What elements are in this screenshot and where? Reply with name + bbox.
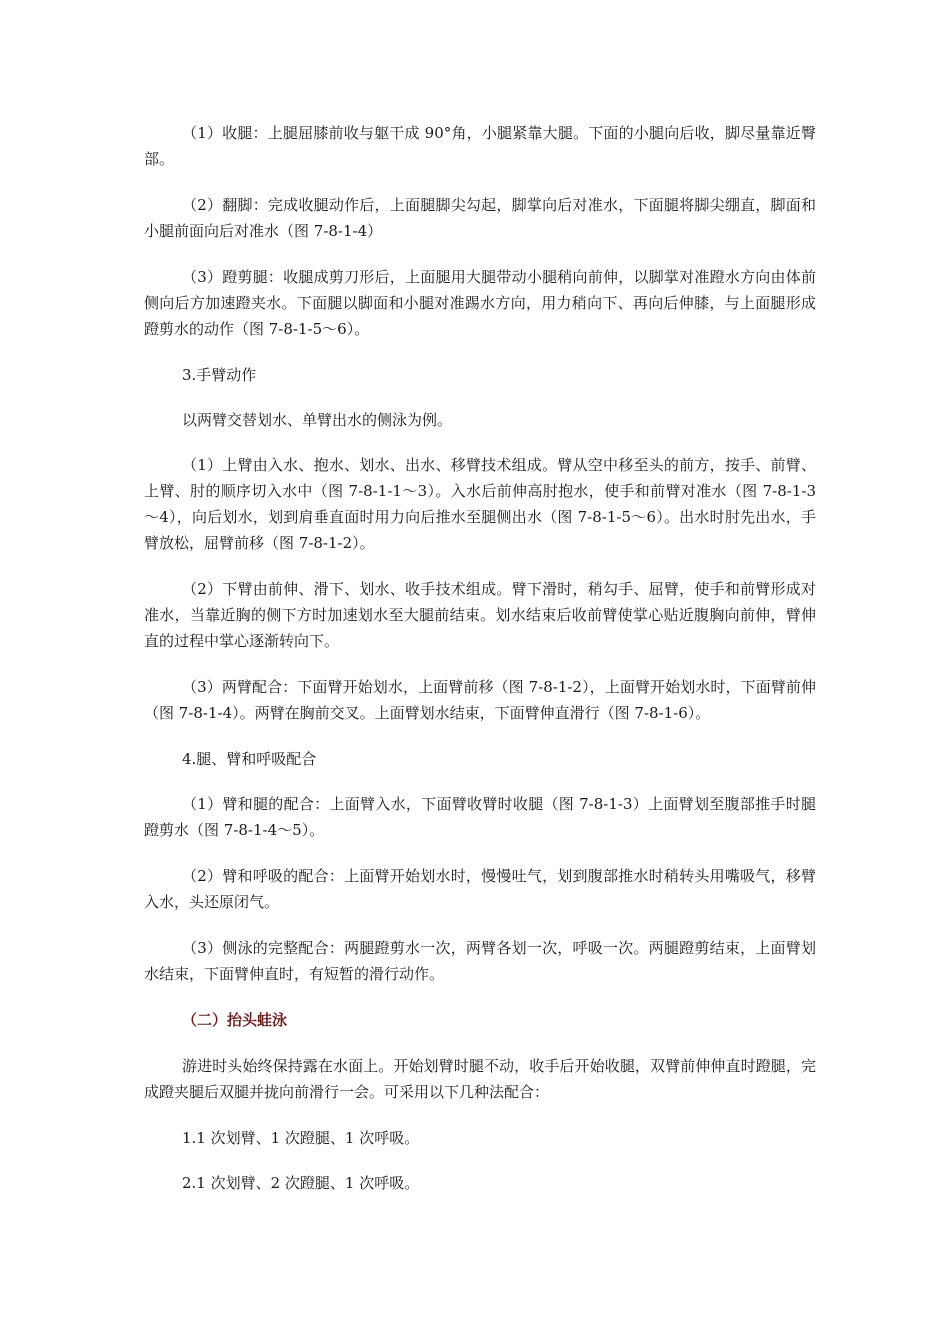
paragraph-leg-retract: （1）收腿：上腿屈膝前收与躯干成 90°角，小腿紧靠大腿。下面的小腿向后收，脚尽量靠近臀部。 [144, 124, 816, 168]
heading-arm-action: 3.手臂动作 [182, 366, 257, 384]
paragraph-arm-leg-coordination: （1）臂和腿的配合：上面臂入水，下面臂收臂时收腿（图 7-8-1-3）上面臂划至腹部推手时腿蹬剪水（图 7-8-1-4～5）。 [144, 795, 816, 839]
section-heading-breaststroke: （二）抬头蛙泳 [182, 1011, 288, 1029]
paragraph-foot-turn: （2）翻脚：完成收腿动作后，上面腿脚尖勾起，脚掌向后对准水，下面腿将脚尖绷直，脚面和小腿前面向后对准水（图 7-8-1-4） [144, 196, 816, 240]
list-item-method-1: 1.1 次划臂、1 次蹬腿、1 次呼吸。 [182, 1129, 420, 1147]
paragraph-arm-breath-coordination: （2）臂和呼吸的配合：上面臂开始划水时，慢慢吐气，划到腹部推水时稍转头用嘴吸气，移臂入水，头还原闭气。 [144, 867, 816, 911]
paragraph-arm-intro: 以两臂交替划水、单臂出水的侧泳为例。 [182, 411, 453, 429]
paragraph-upper-arm: （1）上臂由入水、抱水、划水、出水、移臂技术组成。臂从空中移至头的前方，按手、前臂、上臂、肘的顺序切入水中（图 7-8-1-1～3）。入水后前伸高肘抱水，使手和前臂对准水（图 7-8-1-3～4），向后划水，划到肩垂直面时用力向后推水至腿侧出水（图 7-8-1-5～6）。出水时肘先出水，手臂放松，屈臂前移（图 7-8-1-2）。 [144, 456, 816, 552]
paragraph-arm-coordination: （3）两臂配合：下面臂开始划水，上面臂前移（图 7-8-1-2），上面臂开始划水时，下面臂前伸（图 7-8-1-4）。两臂在胸前交叉。上面臂划水结束，下面臂伸直滑行（图 7-8-1-6）。 [144, 678, 816, 722]
document-page [144, 120, 816, 1215]
paragraph-lower-arm: （2）下臂由前伸、滑下、划水、收手技术组成。臂下滑时，稍勾手、屈臂，使手和前臂形成对准水，当靠近胸的侧下方时加速划水至大腿前结束。划水结束后收前臂使掌心贴近腹胸向前伸，臂伸直的过程中掌心逐渐转向下。 [144, 580, 816, 650]
paragraph-full-coordination: （3）侧泳的完整配合：两腿蹬剪水一次，两臂各划一次，呼吸一次。两腿蹬剪结束，上面臂划水结束，下面臂伸直时，有短暂的滑行动作。 [144, 939, 816, 983]
paragraph-scissor-kick: （3）蹬剪腿：收腿成剪刀形后，上面腿用大腿带动小腿稍向前伸，以脚掌对准蹬水方向由体前侧向后方加速蹬夹水。下面腿以脚面和小腿对准踢水方向，用力稍向下、再向后伸膝，与上面腿形成蹬剪水的动作（图 7-8-1-5～6）。 [144, 268, 816, 338]
paragraph-breaststroke-intro: 游进时头始终保持露在水面上。开始划臂时腿不动，收手后开始收腿，双臂前伸伸直时蹬腿，完成蹬夹腿后双腿并拢向前滑行一会。可采用以下几种法配合： [144, 1057, 816, 1101]
heading-leg-arm-breath: 4.腿、臂和呼吸配合 [182, 750, 317, 768]
list-item-method-2: 2.1 次划臂、2 次蹬腿、1 次呼吸。 [182, 1174, 420, 1192]
